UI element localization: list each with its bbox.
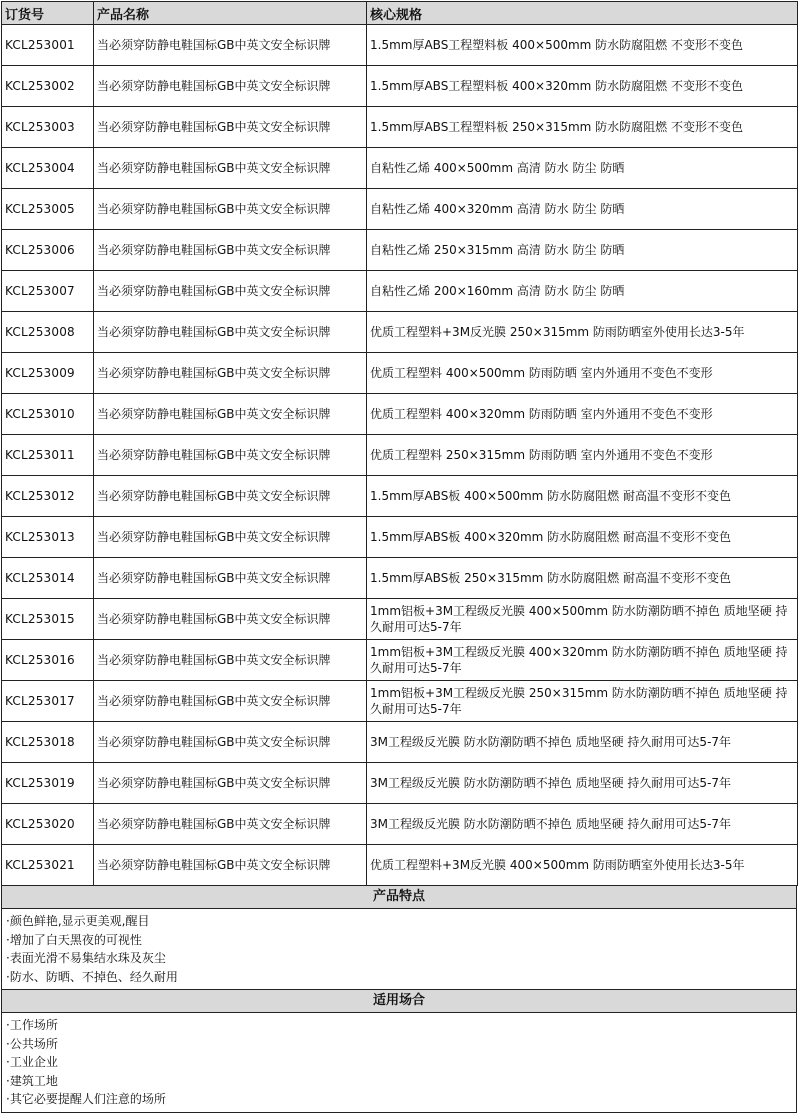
order-number-cell: KCL253011: [2, 435, 94, 476]
features-section: [1, 886, 797, 990]
product-name-cell: 当必须穿防静电鞋国标GB中英文安全标识牌: [94, 517, 367, 558]
table-row: [2, 271, 798, 312]
feature-item: ·表面光滑不易集结水珠及灰尘: [6, 951, 166, 965]
usage-item: ·建筑工地: [6, 1073, 58, 1088]
table-row: [2, 66, 798, 107]
features-list: [2, 909, 796, 989]
order-number-cell: KCL253009: [2, 353, 94, 394]
feature-item: ·颜色鲜艳,显示更美观,醒目: [6, 914, 150, 928]
product-name-cell: 当必须穿防静电鞋国标GB中英文安全标识牌: [94, 312, 367, 353]
table-row: [2, 558, 798, 599]
usage-item: ·公共场所: [6, 1036, 58, 1051]
core-spec-cell: 3M工程级反光膜 防水防潮防晒不掉色 质地坚硬 持久耐用可达5-7年: [367, 763, 798, 804]
product-name-cell: 当必须穿防静电鞋国标GB中英文安全标识牌: [94, 640, 367, 681]
order-number-cell: KCL253010: [2, 394, 94, 435]
core-spec-cell: 自粘性乙烯 200×160mm 高清 防水 防尘 防晒: [367, 271, 798, 312]
table-row: [2, 148, 798, 189]
core-spec-cell: 优质工程塑料 250×315mm 防雨防晒 室内外通用不变色不变形: [367, 435, 798, 476]
table-row: [2, 435, 798, 476]
core-spec-cell: 1.5mm厚ABS板 400×320mm 防水防腐阻燃 耐高温不变形不变色: [367, 517, 798, 558]
core-spec-cell: 自粘性乙烯 400×320mm 高清 防水 防尘 防晒: [367, 189, 798, 230]
table-row: [2, 640, 798, 681]
core-spec-cell: 1.5mm厚ABS板 400×500mm 防水防腐阻燃 耐高温不变形不变色: [367, 476, 798, 517]
table-row: [2, 476, 798, 517]
table-row: [2, 107, 798, 148]
usage-title: 适用场合: [2, 990, 796, 1013]
header-order-number: 订货号: [2, 2, 94, 25]
product-name-cell: 当必须穿防静电鞋国标GB中英文安全标识牌: [94, 353, 367, 394]
usage-item: ·工作场所: [6, 1018, 58, 1032]
order-number-cell: KCL253013: [2, 517, 94, 558]
product-name-cell: 当必须穿防静电鞋国标GB中英文安全标识牌: [94, 148, 367, 189]
table-row: [2, 599, 798, 640]
usage-item: ·其它必要提醒人们注意的场所: [6, 1092, 166, 1106]
product-name-cell: 当必须穿防静电鞋国标GB中英文安全标识牌: [94, 476, 367, 517]
table-row: [2, 763, 798, 804]
product-name-cell: 当必须穿防静电鞋国标GB中英文安全标识牌: [94, 722, 367, 763]
table-row: [2, 230, 798, 271]
table-row: [2, 681, 798, 722]
product-name-cell: 当必须穿防静电鞋国标GB中英文安全标识牌: [94, 558, 367, 599]
core-spec-cell: 1.5mm厚ABS板 250×315mm 防水防腐阻燃 耐高温不变形不变色: [367, 558, 798, 599]
order-number-cell: KCL253017: [2, 681, 94, 722]
feature-item: ·增加了白天黑夜的可视性: [6, 932, 142, 947]
order-number-cell: KCL253012: [2, 476, 94, 517]
header-core-spec: 核心规格: [367, 2, 798, 25]
table-row: [2, 722, 798, 763]
features-title: 产品特点: [2, 886, 796, 909]
core-spec-cell: 1.5mm厚ABS工程塑料板 400×500mm 防水防腐阻燃 不变形不变色: [367, 25, 798, 66]
header-product-name: 产品名称: [94, 2, 367, 25]
core-spec-cell: 1.5mm厚ABS工程塑料板 400×320mm 防水防腐阻燃 不变形不变色: [367, 66, 798, 107]
product-name-cell: 当必须穿防静电鞋国标GB中英文安全标识牌: [94, 66, 367, 107]
core-spec-cell: 3M工程级反光膜 防水防潮防晒不掉色 质地坚硬 持久耐用可达5-7年: [367, 722, 798, 763]
order-number-cell: KCL253007: [2, 271, 94, 312]
order-number-cell: KCL253008: [2, 312, 94, 353]
table-body: [2, 25, 798, 886]
table-row: [2, 189, 798, 230]
table-row: [2, 25, 798, 66]
product-name-cell: 当必须穿防静电鞋国标GB中英文安全标识牌: [94, 107, 367, 148]
product-name-cell: 当必须穿防静电鞋国标GB中英文安全标识牌: [94, 230, 367, 271]
product-name-cell: 当必须穿防静电鞋国标GB中英文安全标识牌: [94, 25, 367, 66]
order-number-cell: KCL253005: [2, 189, 94, 230]
core-spec-cell: 自粘性乙烯 250×315mm 高清 防水 防尘 防晒: [367, 230, 798, 271]
product-name-cell: 当必须穿防静电鞋国标GB中英文安全标识牌: [94, 189, 367, 230]
table-row: [2, 312, 798, 353]
order-number-cell: KCL253014: [2, 558, 94, 599]
product-name-cell: 当必须穿防静电鞋国标GB中英文安全标识牌: [94, 271, 367, 312]
order-number-cell: KCL253002: [2, 66, 94, 107]
core-spec-cell: 1.5mm厚ABS工程塑料板 250×315mm 防水防腐阻燃 不变形不变色: [367, 107, 798, 148]
product-name-cell: 当必须穿防静电鞋国标GB中英文安全标识牌: [94, 845, 367, 886]
core-spec-cell: 自粘性乙烯 400×500mm 高清 防水 防尘 防晒: [367, 148, 798, 189]
product-name-cell: 当必须穿防静电鞋国标GB中英文安全标识牌: [94, 804, 367, 845]
product-name-cell: 当必须穿防静电鞋国标GB中英文安全标识牌: [94, 394, 367, 435]
order-number-cell: KCL253015: [2, 599, 94, 640]
table-row: [2, 353, 798, 394]
order-number-cell: KCL253016: [2, 640, 94, 681]
core-spec-cell: 优质工程塑料+3M反光膜 250×315mm 防雨防晒室外使用长达3-5年: [367, 312, 798, 353]
core-spec-cell: 优质工程塑料+3M反光膜 400×500mm 防雨防晒室外使用长达3-5年: [367, 845, 798, 886]
order-number-cell: KCL253021: [2, 845, 94, 886]
product-spec-sheet: [1, 1, 797, 1113]
usage-section: [1, 990, 797, 1113]
order-number-cell: KCL253018: [2, 722, 94, 763]
order-number-cell: KCL253006: [2, 230, 94, 271]
core-spec-cell: 1mm铝板+3M工程级反光膜 400×500mm 防水防潮防晒不掉色 质地坚硬 持久耐用可达5-7年: [367, 599, 798, 640]
spec-table: [1, 1, 798, 886]
product-name-cell: 当必须穿防静电鞋国标GB中英文安全标识牌: [94, 435, 367, 476]
table-header-row: [2, 2, 798, 25]
product-name-cell: 当必须穿防静电鞋国标GB中英文安全标识牌: [94, 599, 367, 640]
usage-list: [2, 1013, 796, 1112]
core-spec-cell: 3M工程级反光膜 防水防潮防晒不掉色 质地坚硬 持久耐用可达5-7年: [367, 804, 798, 845]
core-spec-cell: 优质工程塑料 400×500mm 防雨防晒 室内外通用不变色不变形: [367, 353, 798, 394]
product-name-cell: 当必须穿防静电鞋国标GB中英文安全标识牌: [94, 763, 367, 804]
order-number-cell: KCL253020: [2, 804, 94, 845]
table-row: [2, 394, 798, 435]
table-row: [2, 804, 798, 845]
order-number-cell: KCL253019: [2, 763, 94, 804]
product-name-cell: 当必须穿防静电鞋国标GB中英文安全标识牌: [94, 681, 367, 722]
core-spec-cell: 1mm铝板+3M工程级反光膜 400×320mm 防水防潮防晒不掉色 质地坚硬 持久耐用可达5-7年: [367, 640, 798, 681]
order-number-cell: KCL253003: [2, 107, 94, 148]
feature-item: ·防水、防晒、不掉色、经久耐用: [6, 969, 178, 984]
core-spec-cell: 1mm铝板+3M工程级反光膜 250×315mm 防水防潮防晒不掉色 质地坚硬 持久耐用可达5-7年: [367, 681, 798, 722]
core-spec-cell: 优质工程塑料 400×320mm 防雨防晒 室内外通用不变色不变形: [367, 394, 798, 435]
order-number-cell: KCL253004: [2, 148, 94, 189]
usage-item: ·工业企业: [6, 1055, 58, 1069]
table-row: [2, 517, 798, 558]
table-row: [2, 845, 798, 886]
order-number-cell: KCL253001: [2, 25, 94, 66]
